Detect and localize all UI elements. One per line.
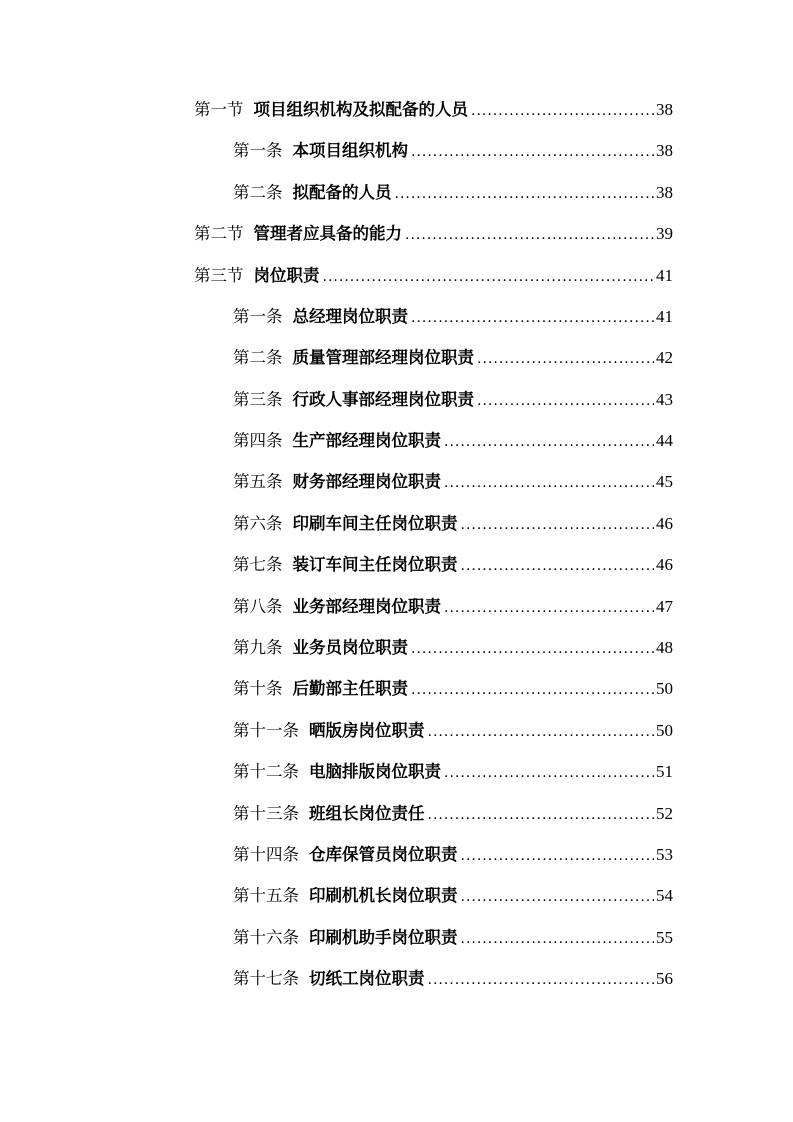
toc-entry-article[interactable] xyxy=(0,337,793,378)
dot-leader xyxy=(411,145,654,159)
toc-entry-number: 第一节 xyxy=(194,99,244,119)
toc-entry-section[interactable] xyxy=(0,213,793,254)
toc-entry-article[interactable] xyxy=(0,834,793,875)
dot-leader xyxy=(461,932,655,946)
toc-entry-number: 第一条 xyxy=(233,306,283,326)
dot-leader xyxy=(428,725,655,739)
toc-entry-title: 业务员岗位职责 xyxy=(292,638,408,658)
toc-entry-article[interactable] xyxy=(0,917,793,958)
dot-leader xyxy=(444,476,654,490)
toc-entry-article[interactable] xyxy=(0,379,793,420)
dot-leader xyxy=(461,559,655,573)
dot-leader xyxy=(444,601,654,615)
toc-entry-article[interactable] xyxy=(0,875,793,916)
dot-leader xyxy=(477,352,654,366)
toc-entry-page: 38 xyxy=(656,99,673,119)
toc-entry-number: 第九条 xyxy=(233,638,283,658)
toc-entry-article[interactable] xyxy=(0,586,793,627)
dot-leader xyxy=(461,849,655,863)
dot-leader xyxy=(405,228,654,242)
toc-entry-article[interactable] xyxy=(0,130,793,171)
toc-entry-page: 38 xyxy=(656,182,673,202)
toc-entry-title: 岗位职责 xyxy=(253,265,320,285)
toc-entry-article[interactable] xyxy=(0,544,793,585)
toc-entry-title: 生产部经理岗位职责 xyxy=(292,431,441,451)
toc-entry-article[interactable] xyxy=(0,627,793,668)
toc-entry-number: 第十条 xyxy=(233,679,283,699)
toc-entry-page: 38 xyxy=(656,141,673,161)
toc-entry-page: 47 xyxy=(656,596,673,616)
toc-entry-article[interactable] xyxy=(0,751,793,792)
toc-entry-title: 印刷车间主任岗位职责 xyxy=(292,513,458,533)
toc-entry-page: 39 xyxy=(656,224,673,244)
dot-leader xyxy=(461,518,655,532)
toc-entry-title: 切纸工岗位职责 xyxy=(309,969,425,989)
toc-entry-number: 第三节 xyxy=(194,265,244,285)
toc-entry-number: 第二条 xyxy=(233,348,283,368)
toc-entry-title: 质量管理部经理岗位职责 xyxy=(292,348,474,368)
toc-entry-title: 总经理岗位职责 xyxy=(292,306,408,326)
toc-entry-article[interactable] xyxy=(0,462,793,503)
toc-entry-number: 第十二条 xyxy=(233,762,299,782)
dot-leader xyxy=(323,270,655,284)
toc-entry-number: 第四条 xyxy=(233,431,283,451)
toc-entry-article[interactable] xyxy=(0,793,793,834)
dot-leader xyxy=(395,187,655,201)
toc-entry-number: 第十一条 xyxy=(233,720,299,740)
toc-entry-page: 52 xyxy=(656,803,673,823)
toc-entry-number: 第十五条 xyxy=(233,886,299,906)
toc-entry-section[interactable] xyxy=(0,89,793,130)
toc-entry-number: 第二节 xyxy=(194,224,244,244)
toc-entry-title: 行政人事部经理岗位职责 xyxy=(292,389,474,409)
toc-entry-number: 第八条 xyxy=(233,596,283,616)
toc-entry-page: 44 xyxy=(656,431,673,451)
dot-leader xyxy=(477,394,654,408)
toc-entry-title: 班组长岗位责任 xyxy=(309,803,425,823)
dot-leader xyxy=(428,973,655,987)
dot-leader xyxy=(428,808,655,822)
toc-entry-title: 电脑排版岗位职责 xyxy=(309,762,441,782)
toc-entry-page: 45 xyxy=(656,472,673,492)
table-of-contents xyxy=(0,89,793,1000)
toc-entry-article[interactable] xyxy=(0,420,793,461)
toc-entry-page: 41 xyxy=(656,265,673,285)
toc-entry-title: 本项目组织机构 xyxy=(292,141,408,161)
toc-entry-title: 业务部经理岗位职责 xyxy=(292,596,441,616)
toc-entry-page: 50 xyxy=(656,720,673,740)
toc-entry-number: 第六条 xyxy=(233,513,283,533)
dot-leader xyxy=(411,683,654,697)
toc-entry-article[interactable] xyxy=(0,503,793,544)
toc-entry-page: 46 xyxy=(656,513,673,533)
toc-entry-number: 第十三条 xyxy=(233,803,299,823)
toc-entry-article[interactable] xyxy=(0,296,793,337)
toc-entry-page: 51 xyxy=(656,762,673,782)
toc-entry-page: 48 xyxy=(656,638,673,658)
toc-entry-page: 46 xyxy=(656,555,673,575)
dot-leader xyxy=(411,311,654,325)
toc-entry-page: 55 xyxy=(656,927,673,947)
toc-entry-title: 后勤部主任职责 xyxy=(292,679,408,699)
dot-leader xyxy=(461,890,655,904)
toc-entry-title: 晒版房岗位职责 xyxy=(309,720,425,740)
toc-entry-title: 仓库保管员岗位职责 xyxy=(309,844,458,864)
toc-entry-number: 第三条 xyxy=(233,389,283,409)
dot-leader xyxy=(411,642,654,656)
toc-entry-number: 第五条 xyxy=(233,472,283,492)
toc-entry-page: 53 xyxy=(656,844,673,864)
toc-entry-page: 50 xyxy=(656,679,673,699)
toc-entry-number: 第一条 xyxy=(233,141,283,161)
toc-entry-page: 42 xyxy=(656,348,673,368)
toc-entry-number: 第二条 xyxy=(233,182,283,202)
toc-entry-title: 项目组织机构及拟配备的人员 xyxy=(253,99,468,119)
toc-entry-article[interactable] xyxy=(0,668,793,709)
dot-leader xyxy=(444,766,654,780)
toc-entry-title: 印刷机助手岗位职责 xyxy=(309,927,458,947)
toc-entry-number: 第七条 xyxy=(233,555,283,575)
toc-entry-section[interactable] xyxy=(0,255,793,296)
toc-entry-article[interactable] xyxy=(0,958,793,999)
dot-leader xyxy=(471,104,654,118)
toc-entry-page: 54 xyxy=(656,886,673,906)
toc-entry-title: 拟配备的人员 xyxy=(292,182,392,202)
toc-entry-page: 56 xyxy=(656,969,673,989)
toc-entry-number: 第十四条 xyxy=(233,844,299,864)
toc-entry-page: 41 xyxy=(656,306,673,326)
toc-entry-article[interactable] xyxy=(0,172,793,213)
toc-entry-article[interactable] xyxy=(0,710,793,751)
toc-entry-title: 财务部经理岗位职责 xyxy=(292,472,441,492)
toc-entry-number: 第十七条 xyxy=(233,969,299,989)
toc-entry-title: 管理者应具备的能力 xyxy=(253,224,402,244)
dot-leader xyxy=(444,435,654,449)
toc-entry-number: 第十六条 xyxy=(233,927,299,947)
toc-entry-page: 43 xyxy=(656,389,673,409)
toc-entry-title: 印刷机机长岗位职责 xyxy=(309,886,458,906)
toc-entry-title: 装订车间主任岗位职责 xyxy=(292,555,458,575)
